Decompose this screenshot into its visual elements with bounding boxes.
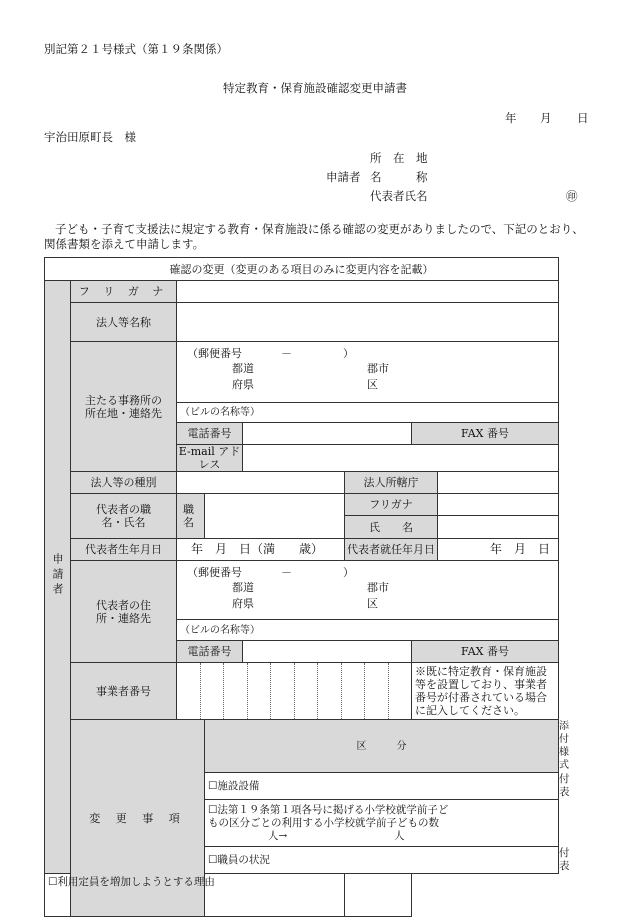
children-to: 人	[394, 829, 405, 842]
seal-mark: ㊞	[566, 189, 578, 203]
change-item-capacity[interactable]	[45, 874, 345, 917]
tel-label: 電話番号	[177, 423, 243, 445]
addressee: 宇治田原町長 様	[44, 130, 136, 144]
postal-open: （郵便番号	[187, 347, 242, 360]
business-no-boxes[interactable]	[177, 663, 411, 719]
furigana-label: フ リ ガ ナ	[71, 281, 177, 303]
building-field[interactable]: （ビルの名称等）	[177, 403, 559, 423]
office-address-field[interactable]	[177, 342, 559, 403]
category-header: 区 分	[205, 720, 559, 773]
rep-postal-open: （郵便番号	[187, 566, 242, 579]
change-item-capacity-attach	[345, 874, 412, 917]
gunshi-label: 郡市	[367, 362, 389, 375]
corp-type-label: 法人等の種別	[71, 472, 177, 494]
applicant-address-label: 所 在 地	[370, 151, 428, 165]
form-number: 別記第２１号様式（第１９条関係）	[44, 42, 228, 56]
children-from: 人→	[268, 829, 288, 842]
change-item-children-text: ☐法第１９条第１項各号に掲げる小学校就学前子どもの区分ごとの利用する小学校就学前子どもの数	[208, 803, 449, 829]
postal-dash: －	[281, 347, 292, 360]
corp-type-field[interactable]	[177, 472, 345, 494]
ku-label: 区	[367, 378, 378, 391]
postal-close: ）	[343, 347, 354, 360]
fax-label: FAX 番号	[412, 423, 559, 445]
business-no-field[interactable]	[177, 663, 412, 720]
section-applicant-label: 申請者	[51, 553, 64, 598]
rep-building-field[interactable]: （ビルの名称等）	[177, 620, 559, 641]
table-caption: 確認の変更（変更のある項目のみに変更内容を記載）	[45, 258, 559, 281]
rep-gunshi-label: 郡市	[367, 581, 389, 594]
office-label: 主たる事務所の所在地・連絡先	[71, 342, 177, 472]
change-item-children[interactable]	[205, 800, 559, 847]
rep-fuken-label: 府県	[232, 597, 254, 610]
rep-title-label: 代表者の職名・氏名	[71, 494, 177, 539]
rep-title-field[interactable]	[205, 494, 345, 539]
rep-appointed-value[interactable]: 年 月 日	[438, 539, 559, 561]
rep-tel-field[interactable]	[243, 641, 412, 663]
change-items-label: 変 更 事 項	[71, 720, 205, 917]
furigana-field[interactable]	[177, 281, 559, 303]
rep-postal-dash: －	[281, 566, 292, 579]
rep-birth-value[interactable]: 年 月 日（満 歳）	[177, 539, 345, 561]
rep-todo-label: 都道	[232, 581, 254, 594]
rep-address-field[interactable]	[177, 561, 559, 620]
rep-fax-label: FAX 番号	[412, 641, 559, 663]
rep-ku-label: 区	[367, 597, 378, 610]
furigana2-label: フリガナ	[345, 494, 438, 516]
representative-label: 代表者氏名	[370, 189, 428, 203]
rep-birth-label: 代表者生年月日	[71, 539, 177, 561]
todo-label: 都道	[232, 362, 254, 375]
rep-postal-close: ）	[343, 566, 354, 579]
rep-tel-label: 電話番号	[177, 641, 243, 663]
change-item-staff[interactable]: ☐職員の状況	[205, 847, 559, 874]
corp-authority-field[interactable]	[438, 472, 559, 494]
intro-text: 子ども・子育て支援法に規定する教育・保育施設に係る確認の変更がありましたので、下記のとおり、関係書類を添えて申請します。	[44, 222, 584, 251]
applicant-label: 申請者	[326, 170, 361, 184]
application-table: 確認の変更（変更のある項目のみに変更内容を記載） 申請者 フ リ ガ ナ 法人等名称 主たる事務所の所在地・連絡先 （郵便番号 － ） 都道 郡市 府県 区 （ビルの名称等） 電話番号 FAX 番号 E-mail アドレス 法人等の種別 法人所轄庁 代表者の職名・氏名 職名 フリガナ 氏 名 代表者生年月日 年 月 日（満 歳） 代表者就任年月日 年 月 日 代表者の住所・連絡先 （郵便番号 － ） 都道 郡市 府県 区 （ビルの名称等） 電話番号 FAX 番号 事業者番号 ※既に特定教育・保育施設等を設置しており、事業者番号が付番されている場合に記入してください。 変 更 事 項 区 分 添付様式 ☐施設設備 付表 ☐法第１９条第１項各号に掲げる小学校就学前子どもの区分ごとの利用する小学校就学前子どもの数 人→ 人 ☐職員の状況 付表 ☐利用定員を増加しようとする理由	[44, 257, 559, 917]
rep-title-cell-text: 職名	[183, 503, 194, 529]
corp-name-label: 法人等名称	[71, 303, 177, 342]
change-item-facility[interactable]: ☐施設設備	[205, 773, 559, 800]
rep-address-label: 代表者の住所・連絡先	[71, 561, 177, 663]
date-year[interactable]: 年	[505, 111, 517, 125]
business-no-label: 事業者番号	[71, 663, 177, 720]
rep-appointed-label: 代表者就任年月日	[345, 539, 438, 561]
tel-field[interactable]	[243, 423, 412, 445]
email-field[interactable]	[243, 445, 559, 472]
corp-name-field[interactable]	[177, 303, 559, 342]
rep-name-field[interactable]	[438, 516, 559, 539]
applicant-name-label: 名 称	[370, 170, 428, 184]
email-label: E-mail アドレス	[177, 445, 243, 472]
date-month[interactable]: 月	[540, 111, 552, 125]
section-applicant	[45, 281, 71, 874]
rep-title-cell	[177, 494, 205, 539]
date-day[interactable]: 日	[577, 111, 589, 125]
corp-authority-label: 法人所轄庁	[345, 472, 438, 494]
furigana2-field[interactable]	[438, 494, 559, 516]
rep-name-label: 氏 名	[345, 516, 438, 539]
fuken-label: 府県	[232, 378, 254, 391]
page-title: 特定教育・保育施設確認変更申請書	[223, 81, 407, 95]
change-item-capacity-text: ☐利用定員を増加しようとする理由	[48, 876, 215, 888]
business-no-note: ※既に特定教育・保育施設等を設置しており、事業者番号が付番されている場合に記入してください。	[412, 663, 559, 720]
